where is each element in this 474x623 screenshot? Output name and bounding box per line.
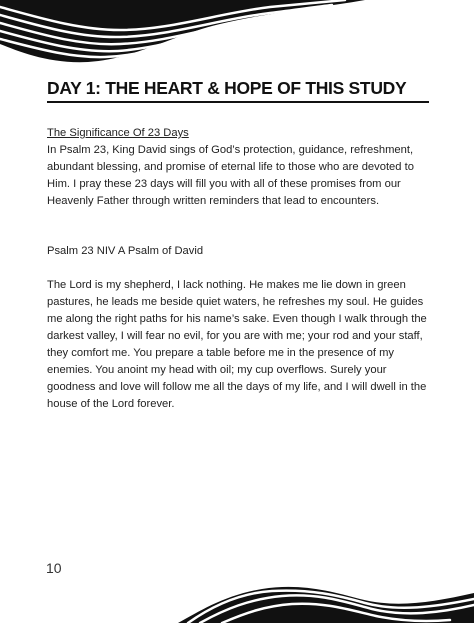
section-subtitle: The Significance Of 23 Days [47,127,189,139]
section-body: In Psalm 23, King David sings of God’s protection, guidance, refreshment, abundant blessing, and promise of eternal life to those who are devoted to Him. I pray these 23 days will fill you with all of these promises from our Heavenly Father through written reminders that lead to encounters. [47,144,414,207]
top-wave-decoration [0,0,474,64]
page-heading: DAY 1: THE HEART & HOPE OF THIS STUDY [47,78,429,103]
psalm-title: Psalm 23 NIV A Psalm of David [47,245,204,257]
bottom-wave-decoration [0,573,474,623]
significance-section [47,125,432,210]
page-number: 10 [46,560,62,576]
psalm-text: The Lord is my shepherd, I lack nothing. He makes me lie down in green pastures, he leads me beside quiet waters, he refreshes my soul. He guides me along the right paths for his name’s sake. Even though I walk through the darkest valley, I will fear no evil, for you are with me; your rod and your staff, they comfort me. You prepare a table before me in the presence of my enemies. You anoint my head with oil; my cup overflows. Surely your goodness and love will follow me all the days of my life, and I will dwell in the house of the Lord forever. [47,279,427,410]
